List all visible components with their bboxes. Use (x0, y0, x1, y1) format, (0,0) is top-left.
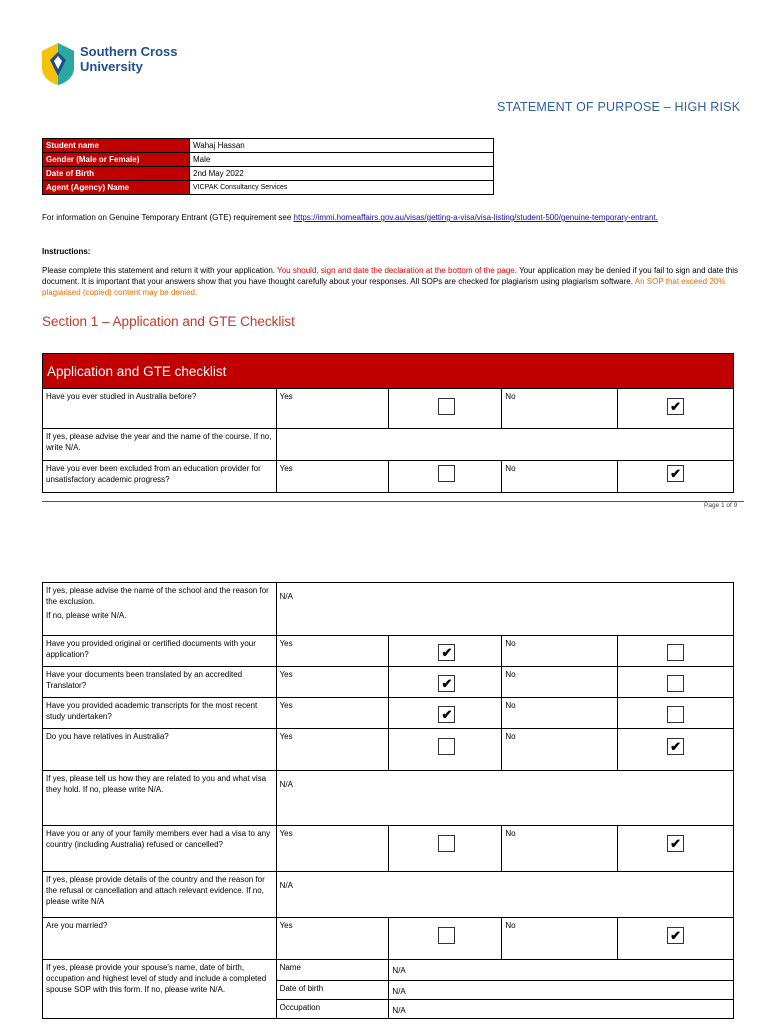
table-row (43, 826, 734, 872)
no-checkbox-cell[interactable] (618, 698, 734, 729)
question-cell: Have you ever been excluded from an education provider for unsatisfactory academic progress? (43, 461, 277, 493)
table-row (43, 872, 734, 918)
section-1-heading: Section 1 – Application and GTE Checklist (42, 314, 295, 329)
yes-checkbox-cell[interactable] (389, 918, 502, 960)
question-cell (43, 583, 277, 636)
yes-checkbox[interactable]: ✔ (438, 675, 455, 692)
yes-label: Yes (276, 918, 389, 960)
yes-checkbox[interactable]: ✔ (438, 706, 455, 723)
student-info-table (42, 138, 494, 195)
spouse-field-label: Date of birth (276, 981, 389, 1000)
yes-checkbox[interactable] (438, 465, 455, 482)
question-cell: If yes, please advise the year and the name of the course. If no, write N/A. (43, 429, 277, 461)
no-checkbox-cell[interactable] (618, 389, 734, 429)
no-checkbox[interactable]: ✔ (667, 465, 684, 482)
answer-cell[interactable]: N/A (276, 872, 733, 918)
gte-info-link[interactable]: https://immi.homeaffairs.gov.au/visas/getting-a-visa/visa-listing/student-500/genuine-temporary-entrant. (293, 213, 658, 222)
university-name-line2: University (80, 59, 143, 74)
spouse-field-label: Occupation (276, 1000, 389, 1019)
no-checkbox[interactable] (667, 675, 684, 692)
no-label: No (502, 698, 618, 729)
instructions-text: Your application may be denied if you fail to sign and date this document. It is important that your answers show that you have thought carefully about your responses. All SOPs are checked for plagiarism using plagiarism software. (42, 266, 739, 286)
no-checkbox[interactable]: ✔ (667, 738, 684, 755)
info-label: Date of Birth (43, 167, 190, 181)
info-value[interactable]: 2nd May 2022 (190, 167, 494, 181)
yes-checkbox-cell[interactable] (389, 461, 502, 493)
no-checkbox[interactable]: ✔ (667, 398, 684, 415)
yes-checkbox[interactable] (438, 738, 455, 755)
no-label: No (502, 729, 618, 771)
no-checkbox[interactable] (667, 644, 684, 661)
yes-label: Yes (276, 729, 389, 771)
question-text: If yes, please advise the name of the school and the reason for the exclusion. (46, 586, 269, 606)
question-cell: If yes, please tell us how they are related to you and what visa they hold. If no, please write N/A. (43, 771, 277, 826)
info-label: Agent (Agency) Name (43, 181, 190, 195)
info-value[interactable]: Male (190, 153, 494, 167)
gte-info-paragraph (42, 212, 742, 223)
no-checkbox[interactable] (667, 706, 684, 723)
university-logo-icon (40, 42, 76, 86)
yes-checkbox-cell[interactable] (389, 389, 502, 429)
question-cell: Have your documents been translated by an accredited Translator? (43, 667, 277, 698)
no-checkbox[interactable]: ✔ (667, 927, 684, 944)
instructions-text: Please complete this statement and return it with your application. (42, 266, 278, 275)
answer-cell[interactable]: N/A (276, 583, 733, 636)
info-value[interactable]: VICPAK Consultancy Services (190, 181, 494, 195)
no-label: No (502, 918, 618, 960)
yes-checkbox[interactable] (438, 835, 455, 852)
gte-checklist-table-continued (42, 582, 734, 1019)
answer-cell[interactable]: N/A (276, 771, 733, 826)
no-label: No (502, 461, 618, 493)
no-checkbox-cell[interactable] (618, 729, 734, 771)
no-label: No (502, 636, 618, 667)
page-number: Page 1 of 9 (704, 502, 738, 509)
info-row (43, 181, 494, 195)
info-row (43, 153, 494, 167)
yes-label: Yes (276, 698, 389, 729)
question-cell: If yes, please provide your spouse's name, date of birth, occupation and highest level of study and include a completed spouse SOP with this form. If no, please write N/A. (43, 960, 277, 1019)
plagiarism-warning: An SOP that exceed 20% plagiarised (copied) content may be denied. (42, 277, 726, 297)
no-checkbox-cell[interactable] (618, 636, 734, 667)
yes-label: Yes (276, 826, 389, 872)
no-label: No (502, 667, 618, 698)
checklist-header: Application and GTE checklist (43, 354, 734, 389)
no-checkbox-cell[interactable] (618, 826, 734, 872)
table-row (43, 918, 734, 960)
table-row (43, 729, 734, 771)
question-cell: Are you married? (43, 918, 277, 960)
gte-checklist-table (42, 353, 734, 493)
question-cell: Do you have relatives in Australia? (43, 729, 277, 771)
table-row (43, 771, 734, 826)
yes-checkbox-cell[interactable] (389, 826, 502, 872)
yes-label: Yes (276, 667, 389, 698)
document-title: STATEMENT OF PURPOSE – HIGH RISK (497, 100, 741, 114)
university-name-line1: Southern Cross (80, 44, 178, 59)
university-name (80, 44, 178, 74)
no-checkbox[interactable]: ✔ (667, 835, 684, 852)
table-row (43, 636, 734, 667)
table-row (43, 583, 734, 636)
info-label: Gender (Male or Female) (43, 153, 190, 167)
question-cell: Have you ever studied in Australia before? (43, 389, 277, 429)
yes-label: Yes (276, 389, 389, 429)
yes-checkbox-cell[interactable] (389, 636, 502, 667)
info-row (43, 167, 494, 181)
table-row (43, 960, 734, 981)
spouse-field-value[interactable]: N/A (389, 1000, 734, 1019)
yes-label: Yes (276, 636, 389, 667)
info-value[interactable]: Wahaj Hassan (190, 139, 494, 153)
info-label: Student name (43, 139, 190, 153)
question-cell: Have you provided academic transcripts for the most recent study undertaken? (43, 698, 277, 729)
spouse-field-value[interactable]: N/A (389, 960, 734, 981)
yes-label: Yes (276, 461, 389, 493)
yes-checkbox[interactable]: ✔ (438, 644, 455, 661)
table-row (43, 389, 734, 429)
answer-cell[interactable] (276, 429, 733, 461)
yes-checkbox[interactable] (438, 398, 455, 415)
no-label: No (502, 389, 618, 429)
gte-info-text: For information on Genuine Temporary Entrant (GTE) requirement see (42, 213, 294, 222)
table-row (43, 698, 734, 729)
yes-checkbox-cell[interactable] (389, 667, 502, 698)
question-text-extra: If no, please write N/A. (46, 611, 127, 620)
no-checkbox-cell[interactable] (618, 461, 734, 493)
instructions-warning: You should, sign and date the declaration at the bottom of the page. (277, 266, 517, 275)
table-row (43, 461, 734, 493)
question-cell: Have you or any of your family members ever had a visa to any country (including Australia) refused or cancelled? (43, 826, 277, 872)
question-cell: Have you provided original or certified documents with your application? (43, 636, 277, 667)
yes-checkbox-cell[interactable] (389, 698, 502, 729)
question-cell: If yes, please provide details of the country and the reason for the refusal or cancellation and attach relevant evidence. If no, please write N/A (43, 872, 277, 918)
yes-checkbox-cell[interactable] (389, 729, 502, 771)
instructions-paragraph (42, 265, 742, 298)
no-label: No (502, 826, 618, 872)
spouse-field-value[interactable]: N/A (389, 981, 734, 1000)
page-footer-rule (42, 501, 744, 502)
table-row (43, 429, 734, 461)
instructions-heading: Instructions: (42, 247, 91, 256)
info-row (43, 139, 494, 153)
yes-checkbox[interactable] (438, 927, 455, 944)
no-checkbox-cell[interactable] (618, 667, 734, 698)
table-row (43, 667, 734, 698)
no-checkbox-cell[interactable] (618, 918, 734, 960)
spouse-field-label: Name (276, 960, 389, 981)
